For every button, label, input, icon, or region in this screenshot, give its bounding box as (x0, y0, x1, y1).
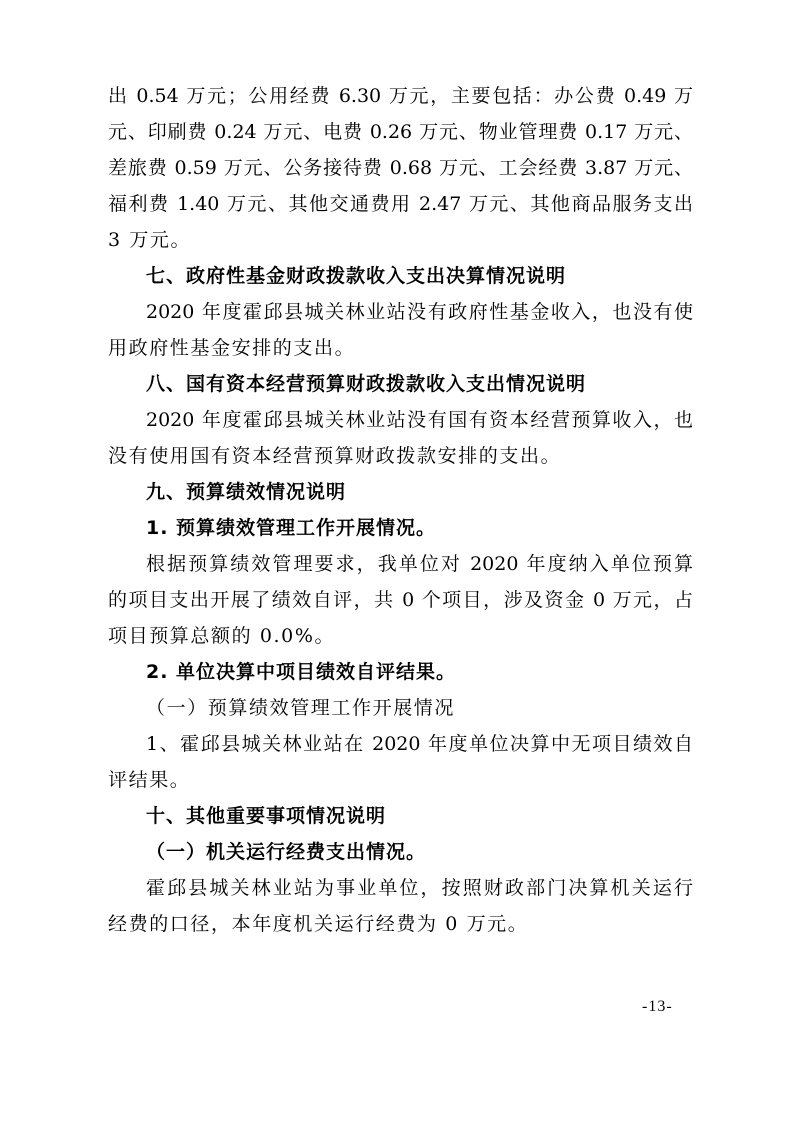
body-line: 2020 年度霍邱县城关林业站没有国有资本经营预算收入，也 (146, 409, 693, 431)
subsection-heading-10-1: （一）机关运行经费支出情况。 (146, 841, 427, 863)
page-number: -13- (642, 998, 673, 1015)
body-line: 3 万元。 (108, 229, 192, 251)
section-heading-9: 九、预算绩效情况说明 (146, 481, 347, 503)
body-line: 根据预算绩效管理要求，我单位对 2020 年度纳入单位预算 (146, 553, 693, 575)
body-line: 经费的口径，本年度机关运行经费为 0 万元。 (108, 913, 529, 935)
body-line: 1、霍邱县城关林业站在 2020 年度单位决算中无项目绩效自 (146, 733, 693, 755)
body-line: （一）预算绩效管理工作开展情况 (146, 697, 456, 719)
body-line: 2020 年度霍邱县城关林业站没有政府性基金收入，也没有使 (146, 301, 693, 323)
body-line: 霍邱县城关林业站为事业单位，按照财政部门决算机关运行 (146, 877, 693, 899)
body-line: 福利费 1.40 万元、其他交通费用 2.47 万元、其他商品服务支出 (108, 193, 693, 215)
body-line: 差旅费 0.59 万元、公务接待费 0.68 万元、工会经费 3.87 万元、 (108, 157, 693, 179)
section-heading-7: 七、政府性基金财政拨款收入支出决算情况说明 (146, 265, 567, 287)
section-heading-8: 八、国有资本经营预算财政拨款收入支出情况说明 (146, 373, 587, 395)
body-line: 项目预算总额的 0.0%。 (108, 625, 336, 647)
section-heading-10: 十、其他重要事项情况说明 (146, 805, 387, 827)
page-content (108, 78, 693, 942)
subsection-heading-9-1: 1. 预算绩效管理工作开展情况。 (146, 517, 437, 539)
body-line: 的项目支出开展了绩效自评，共 0 个项目，涉及资金 0 万元，占 (108, 589, 693, 611)
body-line: 元、印刷费 0.24 万元、电费 0.26 万元、物业管理费 0.17 万元、 (108, 121, 693, 143)
subsection-heading-9-2: 2. 单位决算中项目绩效自评结果。 (146, 661, 457, 683)
body-line: 用政府性基金安排的支出。 (108, 337, 356, 359)
body-line: 没有使用国有资本经营预算财政拨款安排的支出。 (108, 445, 562, 467)
body-line: 评结果。 (108, 769, 191, 791)
body-line: 出 0.54 万元；公用经费 6.30 万元，主要包括：办公费 0.49 万 (108, 85, 693, 107)
